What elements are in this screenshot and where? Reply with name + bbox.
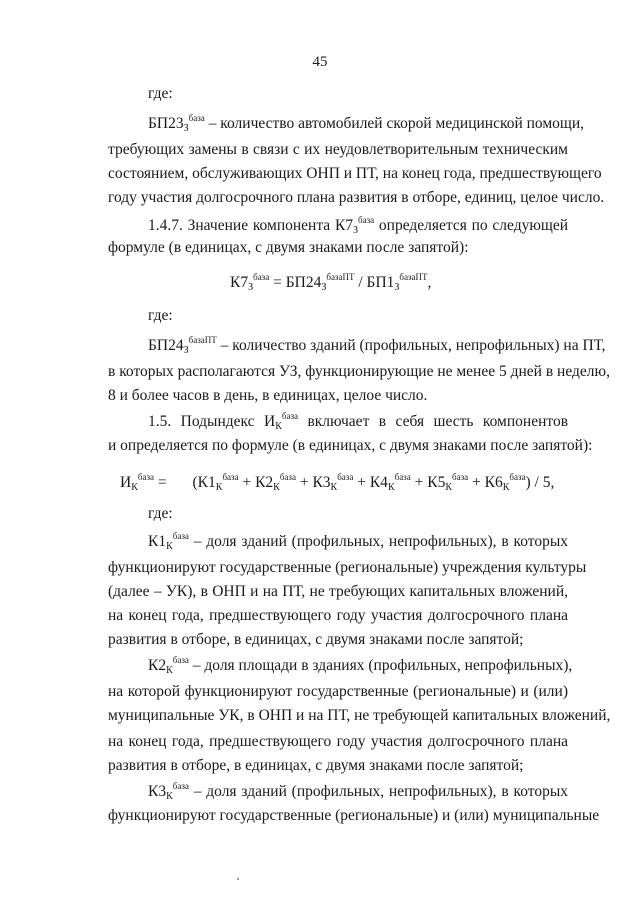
k7-term: $К7_З^{база}$ — [334, 215, 375, 236]
bp23-definition-line-1 — [148, 113, 585, 134]
section-1-4-7-prefix: 1.4.7. Значение компонента — [148, 217, 331, 234]
section-1-5-line-1 — [148, 412, 568, 432]
bp24-definition-line-3: 8 и более часов в день, в единицах, целое число. — [108, 387, 428, 404]
where-label-2: где: — [148, 307, 173, 324]
bp23-definition-line-2: требующих замены в связи с их неудовлетворительным техническим — [108, 141, 568, 158]
k2-term: К2 — [148, 657, 167, 674]
bp23-text-1: – количество автомобилей скорой медицинской помощи, — [204, 115, 585, 132]
k1-definition-line-4: на конец года, предшествующего году участия долгосрочного плана — [108, 607, 568, 624]
formula-term: $К6_К^{база}$ — [484, 472, 526, 493]
bp23-definition-line-3: состоянием, обслуживающих ОНП и ПТ, на конец года, предшествующего — [108, 165, 602, 182]
k3-definition-line-2: функционируют государственные (региональные) и (или) муниципальные — [108, 807, 600, 824]
bp23-sup: база — [188, 113, 205, 123]
formula-k7: $К7_З^{база} = БП24_З^{базаПТ} / БП1_З^{базаПТ}$, — [230, 272, 432, 293]
section-1-4-7-rest: определяется по следующей — [378, 217, 569, 234]
k1-definition-line-1: $К1_К^{база}$ – доля зданий (профильных, непрофильных), в которых — [148, 531, 568, 552]
k1-term: К1 — [148, 533, 167, 550]
bp23-definition-line-4: году участия долгосрочного плана развития в отборе, единиц, целое число. — [108, 189, 605, 206]
k3-term: К3 — [148, 783, 167, 800]
formula-term: $К3_К^{база}$ + — [312, 472, 370, 493]
formula-ik: $И_К^{база} = (К1_К^{база} + К2_К^{база} + К3_К^{база} + К4_К^{база} + К5_К^{база} + К6_К^{база}) / 5$, — [120, 472, 555, 493]
section-1-5-rest: включает в себя шесть компонентов — [307, 413, 569, 430]
page-number: 45 — [312, 54, 328, 70]
k2-definition-line-1: $К2_К^{база}$ – доля площади в зданиях (профильных, непрофильных), — [148, 655, 573, 676]
k1-definition-line-5: развития в отборе, в единицах, с двумя знаками после запятой; — [108, 631, 524, 648]
formula-term: $К5_К^{база}$ + — [427, 472, 485, 493]
formula-term: $К1_К^{база}$ + — [197, 472, 256, 493]
formula-term: $К4_К^{база}$ + — [369, 472, 428, 493]
k1-definition-line-2: функционируют государственные (региональные) учреждения культуры — [108, 559, 587, 576]
section-1-5-prefix: 1.5. Подындекс — [148, 413, 255, 430]
bp24-text-1: – количество зданий (профильных, непрофильных) на ПТ, — [216, 337, 606, 354]
k2-definition-line-4: на конец года, предшествующего году участия долгосрочного плана — [108, 733, 568, 750]
section-1-4-7-line-2: формуле (в единицах, с двумя знаками после запятой): — [108, 239, 469, 256]
bp23-term: БП23 — [148, 115, 184, 132]
bp23-sub: З — [183, 123, 189, 134]
k2-definition-line-3: муниципальные УК, в ОНП и на ПТ, не требующей капитальных вложений, — [108, 707, 611, 724]
k3-definition-line-1: $К3_К^{база}$ – доля зданий (профильных, непрофильных), в которых — [148, 781, 568, 802]
ik-term: $И_К^{база}$ — [264, 411, 298, 432]
where-label: где: — [148, 85, 173, 102]
where-label-3: где: — [148, 505, 173, 522]
bp24-term: БП24 — [148, 337, 184, 354]
formula-term: $К2_К^{база}$ + — [255, 472, 313, 493]
k2-definition-line-5: развития в отборе, в единицах, с двумя знаками после запятой; — [108, 757, 524, 774]
k2-definition-line-2: на которой функционируют государственные (региональные) и (или) — [108, 683, 568, 700]
k1-definition-line-3: (далее – УК), в ОНП и на ПТ, не требующих капитальных вложений, — [108, 583, 568, 600]
section-1-5-line-2: и определяется по формуле (в единицах, с двумя знаками после запятой): — [108, 437, 593, 454]
scan-speck — [237, 878, 239, 880]
bp24-definition-line-2: в которых располагаются УЗ, функционирующие не менее 5 дней в неделю, — [108, 363, 610, 380]
section-1-4-7-line-1 — [148, 216, 568, 236]
bp24-definition-line-1: $БП24_З^{базаПТ}$ – количество зданий (профильных, непрофильных) на ПТ, — [148, 335, 606, 356]
